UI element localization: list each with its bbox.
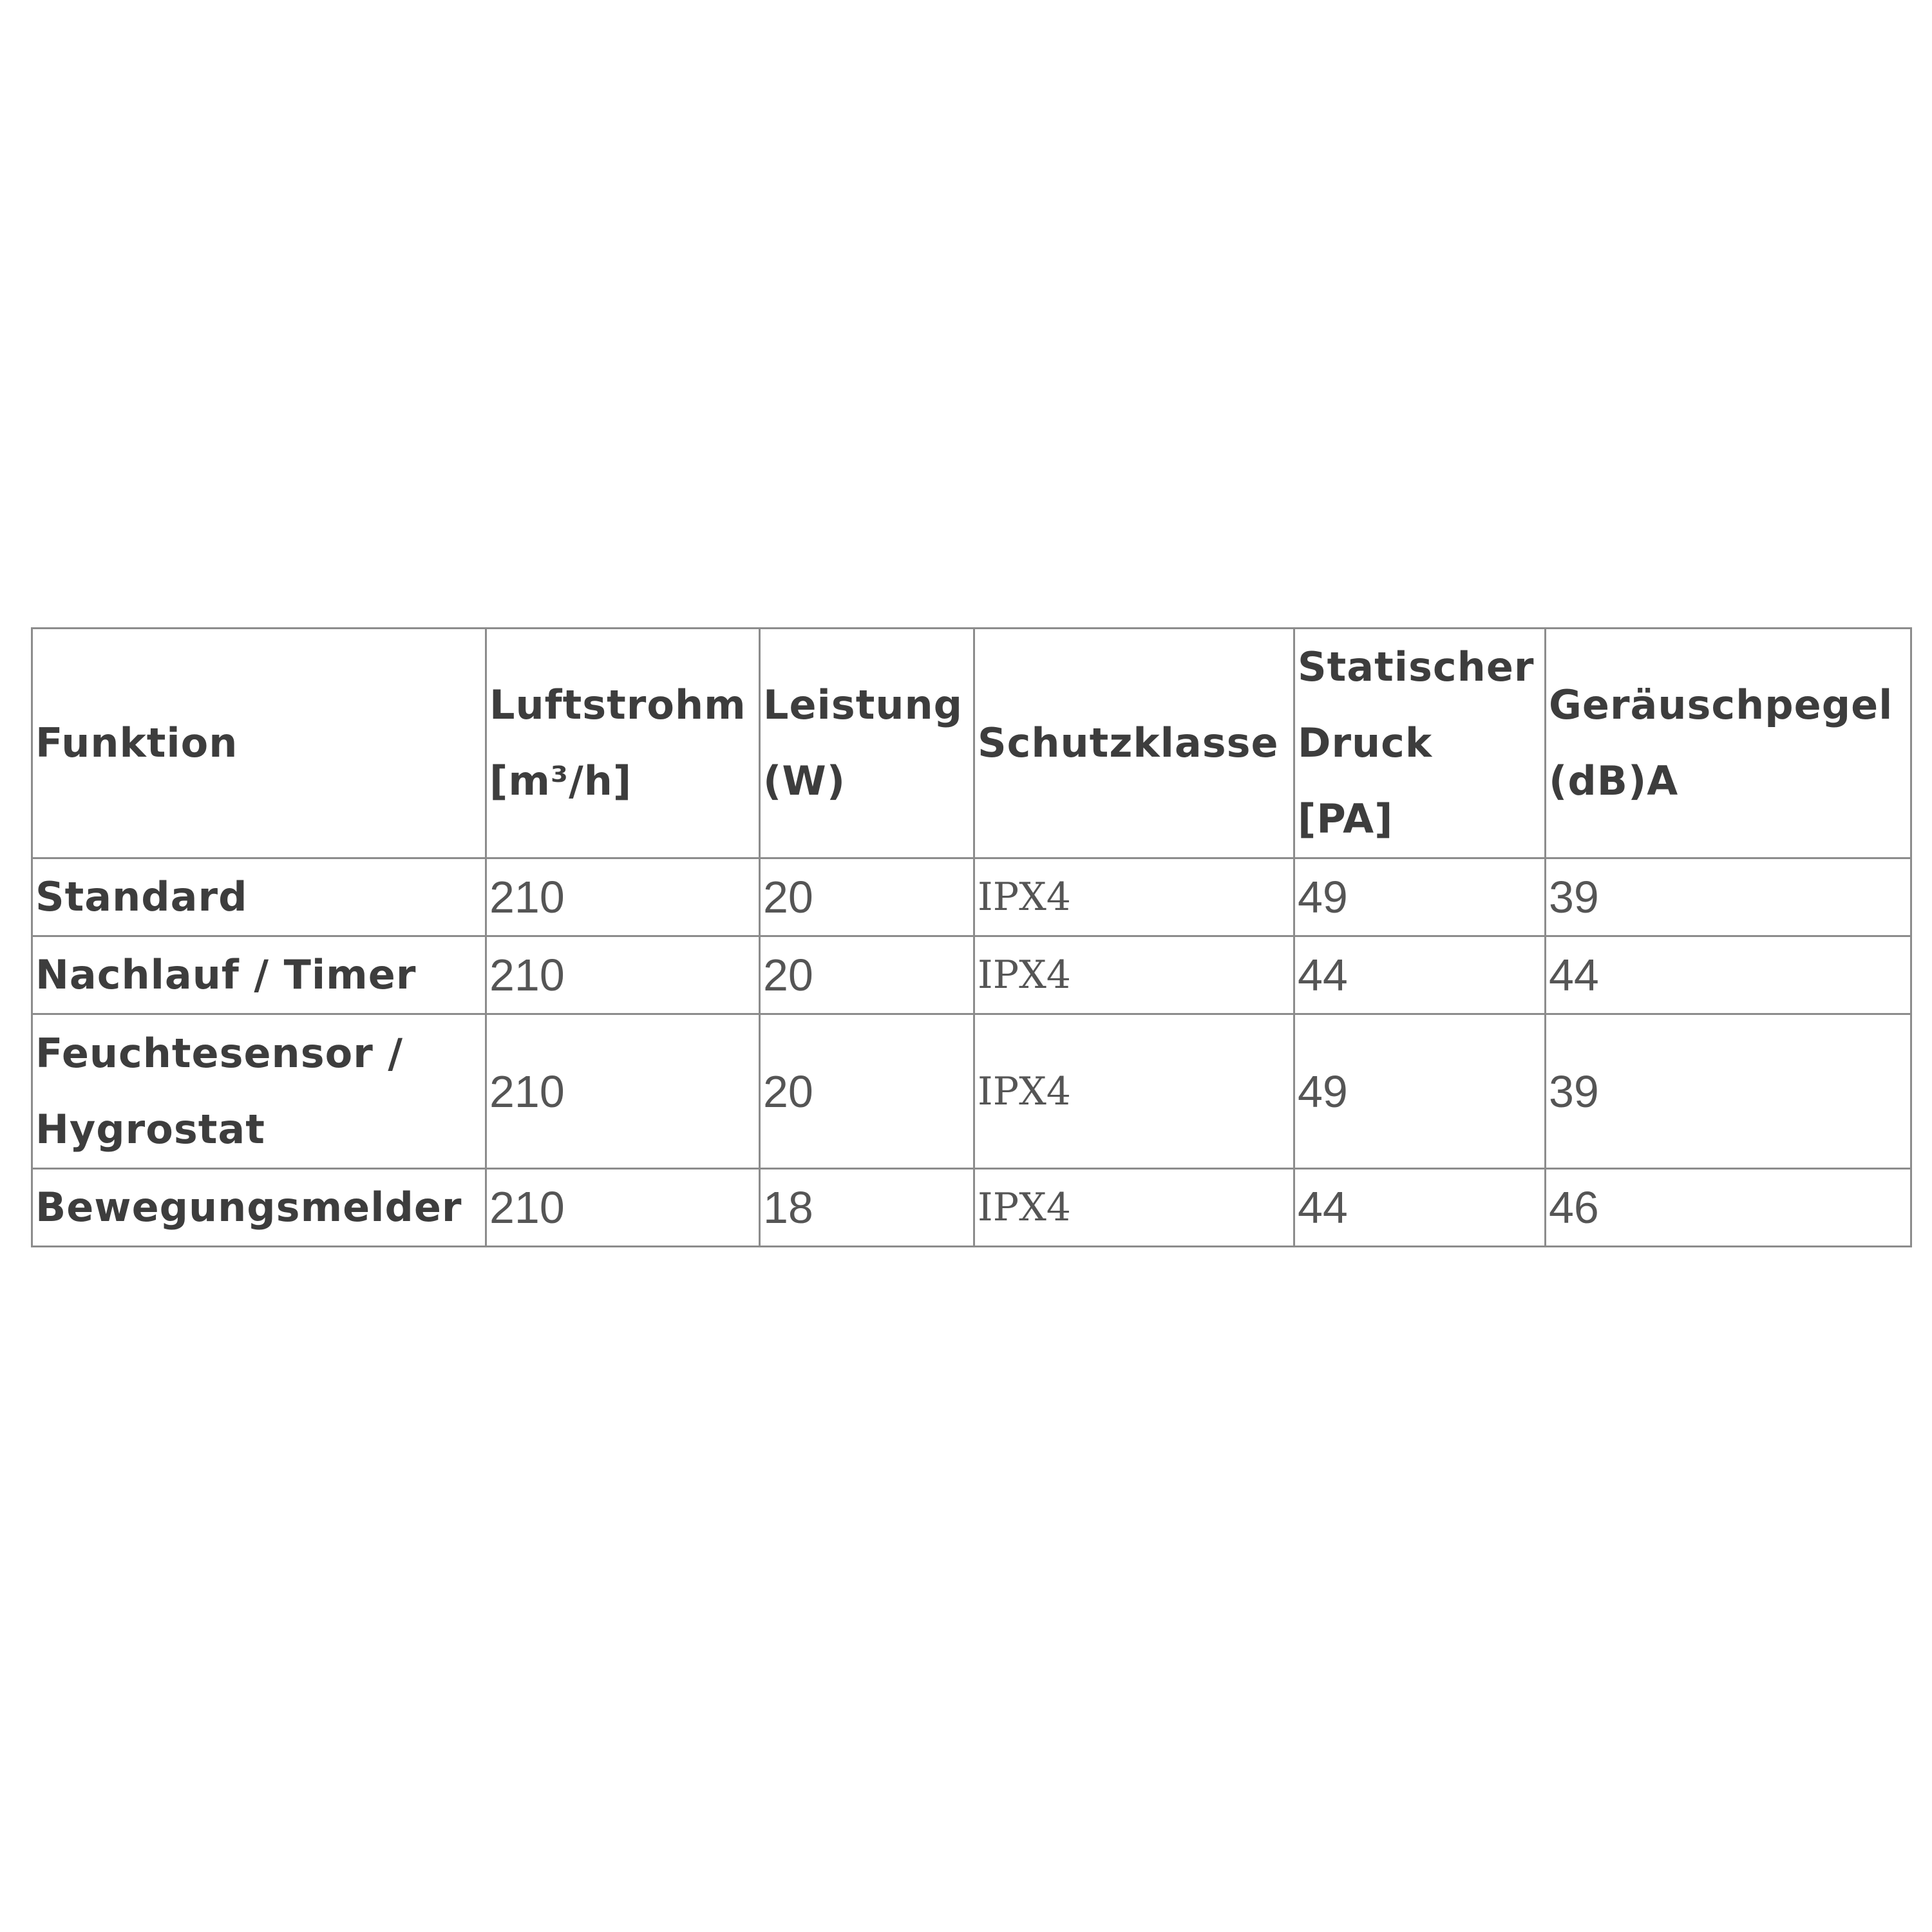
table-row [32,858,1911,936]
cell-statischer-druck: 49 [1294,858,1546,936]
cell-schutzklasse: IPX4 [974,1169,1294,1247]
header-leistung: Leistung (W) [760,629,974,858]
header-luftstrohm: Luftstrohm [m³/h] [486,629,760,858]
cell-schutzklasse: IPX4 [974,1014,1294,1169]
cell-geraeuschpegel: 39 [1546,858,1911,936]
cell-leistung: 20 [760,1014,974,1169]
cell-leistung: 18 [760,1169,974,1247]
cell-statischer-druck: 44 [1294,936,1546,1014]
cell-geraeuschpegel: 44 [1546,936,1911,1014]
table-row [32,1014,1911,1169]
cell-schutzklasse: IPX4 [974,858,1294,936]
cell-leistung: 20 [760,858,974,936]
header-statischer-druck: Statischer Druck [PA] [1294,629,1546,858]
cell-geraeuschpegel: 39 [1546,1014,1911,1169]
cell-luftstrohm: 210 [486,858,760,936]
row-label: Standard [32,858,486,936]
header-funktion: Funktion [32,629,486,858]
table-row [32,936,1911,1014]
cell-statischer-druck: 44 [1294,1169,1546,1247]
header-geraeuschpegel: Geräuschpegel (dB)A [1546,629,1911,858]
row-label: Feuchtesensor / Hygrostat [32,1014,486,1169]
row-label: Nachlauf / Timer [32,936,486,1014]
cell-statischer-druck: 49 [1294,1014,1546,1169]
cell-leistung: 20 [760,936,974,1014]
header-schutzklasse: Schutzklasse [974,629,1294,858]
cell-luftstrohm: 210 [486,1014,760,1169]
cell-schutzklasse: IPX4 [974,936,1294,1014]
cell-luftstrohm: 210 [486,936,760,1014]
table-row [32,1169,1911,1247]
spec-table [31,627,1912,1247]
cell-geraeuschpegel: 46 [1546,1169,1911,1247]
row-label: Bewegungsmelder [32,1169,486,1247]
cell-luftstrohm: 210 [486,1169,760,1247]
table-header-row [32,629,1911,858]
